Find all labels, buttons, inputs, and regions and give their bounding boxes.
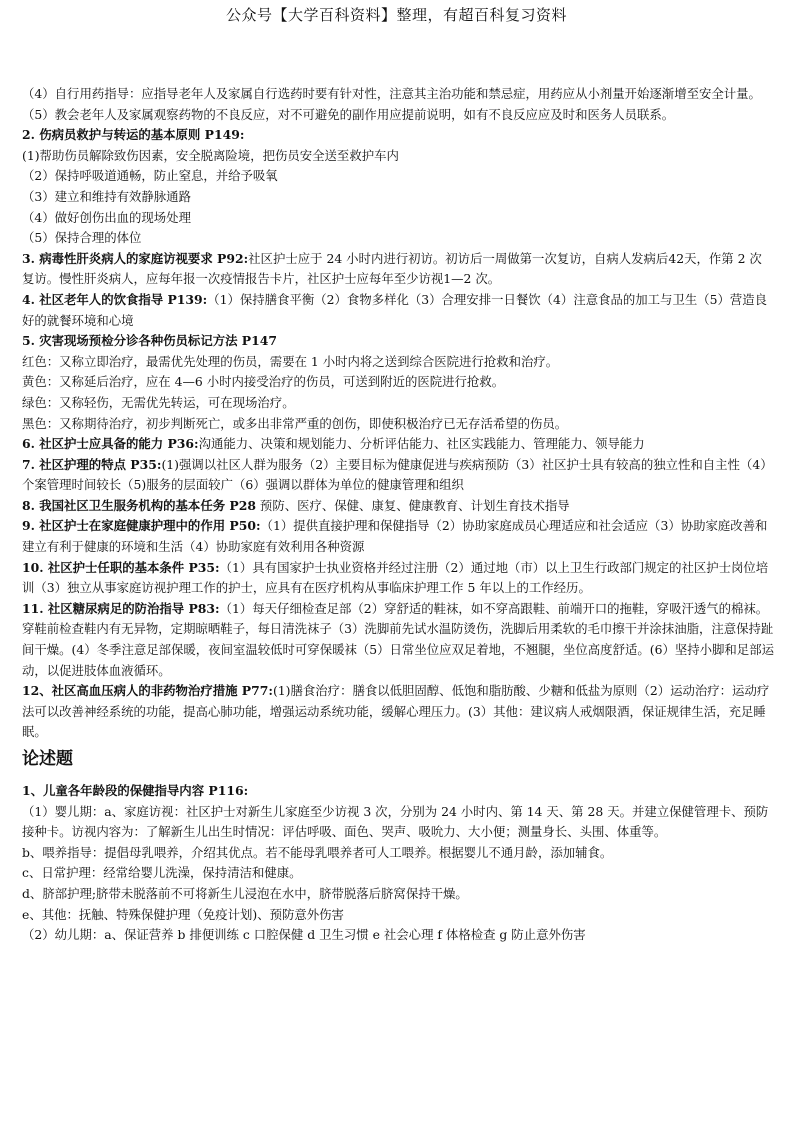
item-12: 12、社区高血压病人的非药物治疗措施 P77:(1)膳食治疗：膳食以低胆固醇、低饱和脂肪酸、少糖和低盐为原则（2）运动治疗：运动疗法可以改善神经系统的功能，提高心肺功能，增强运动系统功能，缓解心理压力。(3）其他：建议病人戒烟限酒，保证规律生活，充足睡眠。 bbox=[22, 683, 770, 740]
text-line: b、喂养指导：提倡母乳喂养，介绍其优点。若不能母乳喂养者可人工喂养。根据婴儿不通月龄，添加辅食。 bbox=[22, 844, 613, 860]
text-line: （4）做好创伤出血的现场处理 bbox=[22, 209, 191, 225]
heading-item-5: 5. 灾害现场预检分诊各种伤员标记方法 P147 bbox=[22, 333, 277, 349]
heading-item-2: 2. 伤病员救护与转运的基本原则 P149: bbox=[22, 127, 245, 143]
page-header: 公众号【大学百科资料】整理，有超百科复习资料 bbox=[225, 6, 567, 24]
item-8: 8. 我国社区卫生服务机构的基本任务 P28 预防、医疗、保健、康复、健康教育、计划生育技术指导 bbox=[22, 497, 570, 513]
text-line: （3）建立和维持有效静脉通路 bbox=[22, 188, 191, 204]
text-line: （2）保持呼吸道通畅，防止窒息，并给予吸氧 bbox=[22, 168, 278, 184]
section-title: 论述题 bbox=[22, 749, 73, 769]
text-line: 红色：又称立即治疗，最需优先处理的伤员，需要在 1 小时内将之送到综合医院进行抢救和治疗。 bbox=[22, 353, 559, 369]
text-line: （2）幼儿期：a、保证营养 b 排便训练 c 口腔保健 d 卫生习惯 e 社会心理 f 体格检查 g 防止意外伤害 bbox=[22, 927, 586, 943]
text-line: （5）保持合理的体位 bbox=[22, 230, 142, 246]
text-line: （4）自行用药指导：应指导老年人及家属自行选药时要有针对性，注意其主治功能和禁忌症，用药应从小剂量开始逐渐增至安全计量。 bbox=[22, 86, 761, 101]
document-body bbox=[22, 84, 774, 946]
item-3: 3. 病毒性肝炎病人的家庭访视要求 P92:社区护士应于 24 小时内进行初访。初访后一周做第一次复访，自病人发病后42天，作第 2 次复访。慢性肝炎病人，应每年报一次疫情报告卡片，社区护士应每年至少访视1—2 次。 bbox=[22, 250, 762, 287]
text-line: 绿色：又称轻伤，无需优先转运，可在现场治疗。 bbox=[22, 394, 295, 410]
item-11: 11. 社区糖尿病足的防治指导 P83:（1）每天仔细检查足部（2）穿舒适的鞋袜，如不穿高跟鞋、前端开口的拖鞋，穿吸汗透气的棉袜。穿鞋前检查鞋内有无异物，定期晾晒鞋子，每日清洗袜子（3）洗脚前先试水温防烫伤，洗脚后用柔软的毛巾擦干并涂抹油脂，注意保持趾间干燥。(4）冬季注意足部保暖，夜间室温较低时可穿保暖袜（5）日常坐位应双足着地，不翘腿，坐位高度舒适。(6）坚持小脚和足部运动，以促进肢体血液循环。 bbox=[22, 600, 774, 678]
text-line: 黄色：又称延后治疗，应在 4—6 小时内接受治疗的伤员，可送到附近的医院进行抢救。 bbox=[22, 374, 505, 390]
item-6: 6. 社区护士应具备的能力 P36:沟通能力、决策和规划能力、分析评估能力、社区实践能力、管理能力、领导能力 bbox=[22, 436, 645, 452]
text-line: （5）教会老年人及家属观察药物的不良反应，对不可避免的副作用应提前说明，如有不良反应应及时和医务人员联系。 bbox=[22, 106, 675, 122]
item-7: 7. 社区护理的特点 P35:(1)强调以社区人群为服务（2）主要目标为健康促进与疾病预防（3）社区护士具有较高的独立性和自主性（4）个案管理时间较长（5)服务的层面较广（6）强调以群体为单位的健康管理和组织 bbox=[22, 456, 773, 493]
text-line: 黑色：又称期待治疗，初步判断死亡，或多出非常严重的创伤，即使积极治疗已无存活希望的伤员。 bbox=[22, 415, 568, 431]
text-line: c、日常护理：经常给婴儿洗澡，保持清洁和健康。 bbox=[22, 865, 302, 881]
item-10: 10. 社区护士任职的基本条件 P35:（1）具有国家护士执业资格并经过注册（2）通过地（市）以上卫生行政部门规定的社区护士岗位培训（3）独立从事家庭访视护理工作的护士，应具有在医疗机构从事临床护理工作 5 年以上的工作经历。 bbox=[22, 559, 769, 596]
item-4: 4. 社区老年人的饮食指导 P139:（1）保持膳食平衡（2）食物多样化（3）合理安排一日餐饮（4）注意食品的加工与卫生（5）营造良好的就餐环境和心境 bbox=[22, 291, 768, 328]
text-line: (1)帮助伤员解除致伤因素，安全脱离险境，把伤员安全送至救护车内 bbox=[22, 147, 399, 163]
text-line: （1）婴儿期：a、家庭访视：社区护士对新生儿家庭至少访视 3 次，分别为 24 小时内、第 14 天、第 28 天。并建立保健管理卡、预防接种卡。访视内容为：了解新生儿出生时情况：评估呼吸、面色、哭声、吸吮力、大小便；测量身长、头围、体重等。 bbox=[22, 803, 769, 840]
essay-heading-1: 1、儿童各年龄段的保健指导内容 P116: bbox=[22, 783, 249, 798]
text-line: e、其他：抚触、特殊保健护理（免疫计划)、预防意外伤害 bbox=[22, 906, 344, 922]
text-line: d、脐部护理;脐带未脱落前不可将新生儿浸泡在水中，脐带脱落后脐窝保持干燥。 bbox=[22, 885, 468, 901]
item-9: 9. 社区护士在家庭健康护理中的作用 P50:（1）提供直接护理和保健指导（2）协助家庭成员心理适应和社会适应（3）协助家庭改善和建立有利于健康的环境和生活（4）协助家庭有效利用各种资源 bbox=[22, 518, 768, 555]
